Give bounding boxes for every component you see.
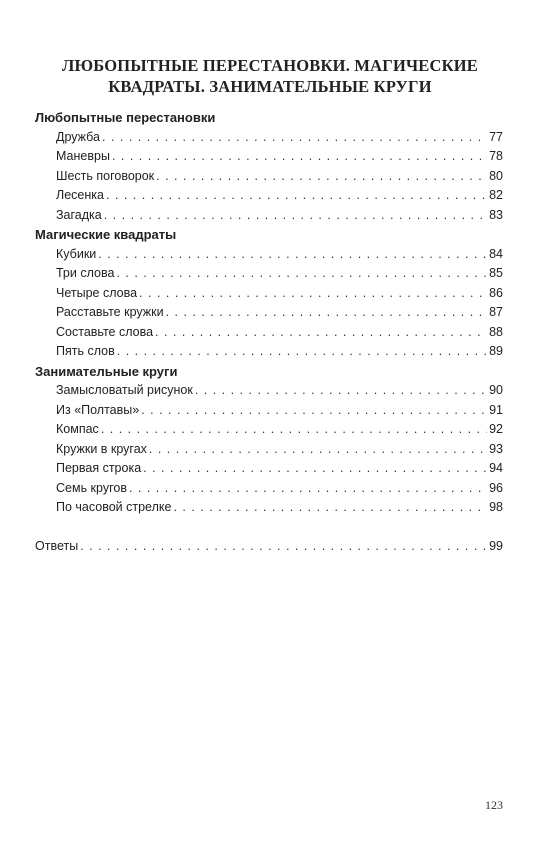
toc-entry [35, 167, 503, 187]
toc-entry [35, 498, 503, 518]
toc-entry-page: 91 [489, 402, 503, 417]
toc-entry [35, 440, 503, 460]
toc-entry-title: Составьте слова [56, 324, 154, 339]
dot-leader [195, 381, 487, 401]
toc-entry-page: 90 [489, 383, 503, 397]
dot-leader [112, 147, 487, 167]
toc-entry [35, 323, 503, 343]
section-heading-magic-squares: Магические квадраты [35, 227, 177, 242]
page-number: 123 [485, 798, 503, 812]
toc-entry-page: 99 [489, 538, 503, 553]
toc-entry [35, 401, 503, 421]
toc-entry-title: Кружки в кругах [56, 441, 147, 456]
toc-entry-title: Пять слов [56, 344, 115, 358]
dot-leader [139, 284, 487, 304]
dot-leader [106, 186, 487, 206]
toc-entry-page: 85 [489, 266, 503, 280]
toc-entry [35, 381, 503, 401]
toc-entry [35, 303, 503, 323]
toc-entry [35, 459, 503, 479]
toc-entry [35, 186, 503, 206]
toc-entry [35, 245, 503, 265]
dot-leader [173, 498, 487, 518]
dot-leader [155, 323, 487, 343]
toc-entry-page: 84 [489, 246, 503, 261]
toc-entry [35, 420, 503, 440]
toc-entry [35, 264, 503, 284]
toc-entry-page: 78 [489, 149, 503, 163]
toc-entry-page: 83 [489, 207, 503, 222]
toc-entry-title: Маневры [56, 149, 110, 163]
toc-entry-title: Лесенка [56, 188, 104, 202]
dot-leader [149, 440, 487, 460]
toc-entry-title: Первая строка [56, 461, 142, 475]
toc-entry-page: 87 [489, 305, 503, 319]
toc-entry-page: 98 [489, 500, 503, 514]
toc-entry-page: 82 [489, 188, 503, 202]
toc-entry [35, 342, 503, 362]
toc-entry-page: 88 [489, 324, 503, 339]
dot-leader [166, 303, 487, 323]
table-of-contents [35, 108, 503, 556]
section-spacer [35, 518, 503, 537]
dot-leader [117, 342, 487, 362]
toc-entry-title: Загадка [56, 207, 102, 222]
page-title-line-1: ЛЮБОПЫТНЫЕ ПЕРЕСТАНОВКИ. МАГИЧЕСКИЕ [61, 56, 479, 75]
toc-entry [35, 206, 503, 226]
toc-entry-answers [35, 537, 503, 557]
toc-entry-title: Четыре слова [56, 285, 138, 300]
page-title-line-2: КВАДРАТЫ. ЗАНИМАТЕЛЬНЫЕ КРУГИ [108, 77, 432, 96]
dot-leader [101, 420, 487, 440]
dot-leader [102, 128, 487, 148]
dot-leader [98, 245, 487, 265]
toc-entry-title: Шесть поговорок [56, 168, 155, 183]
toc-entry-page: 89 [489, 344, 503, 358]
toc-entry-title: Семь кругов [56, 480, 127, 495]
toc-entry [35, 479, 503, 499]
toc-entry-page: 93 [489, 441, 503, 456]
toc-entry [35, 147, 503, 167]
section-heading-circles: Занимательные круги [35, 363, 178, 379]
toc-entry-title: Замысловатый рисунок [56, 383, 193, 397]
toc-entry-title: Кубики [56, 246, 97, 261]
toc-entry-page: 77 [489, 129, 503, 144]
dot-leader [141, 401, 487, 421]
dot-leader [104, 206, 487, 226]
toc-entry-title: По часовой стрелке [56, 500, 172, 514]
toc-entry-title: Ответы [35, 538, 79, 553]
toc-entry-page: 94 [489, 461, 503, 475]
toc-entry-title: Три слова [56, 266, 115, 280]
toc-entry [35, 284, 503, 304]
toc-entry-page: 86 [489, 285, 503, 300]
dot-leader [129, 479, 487, 499]
toc-entry-page: 80 [489, 168, 503, 183]
dot-leader [116, 264, 487, 284]
toc-entry-title: Дружба [56, 129, 100, 144]
dot-leader [80, 537, 487, 557]
dot-leader [156, 167, 487, 187]
toc-entry-title: Компас [56, 422, 99, 436]
toc-entry-title: Расставьте кружки [56, 305, 164, 319]
toc-entry-page: 96 [489, 480, 503, 495]
toc-entry [35, 128, 503, 148]
dot-leader [143, 459, 487, 479]
toc-entry-page: 92 [489, 422, 503, 436]
section-heading-permutations: Любопытные перестановки [35, 110, 216, 125]
toc-entry-title: Из «Полтавы» [56, 402, 140, 417]
